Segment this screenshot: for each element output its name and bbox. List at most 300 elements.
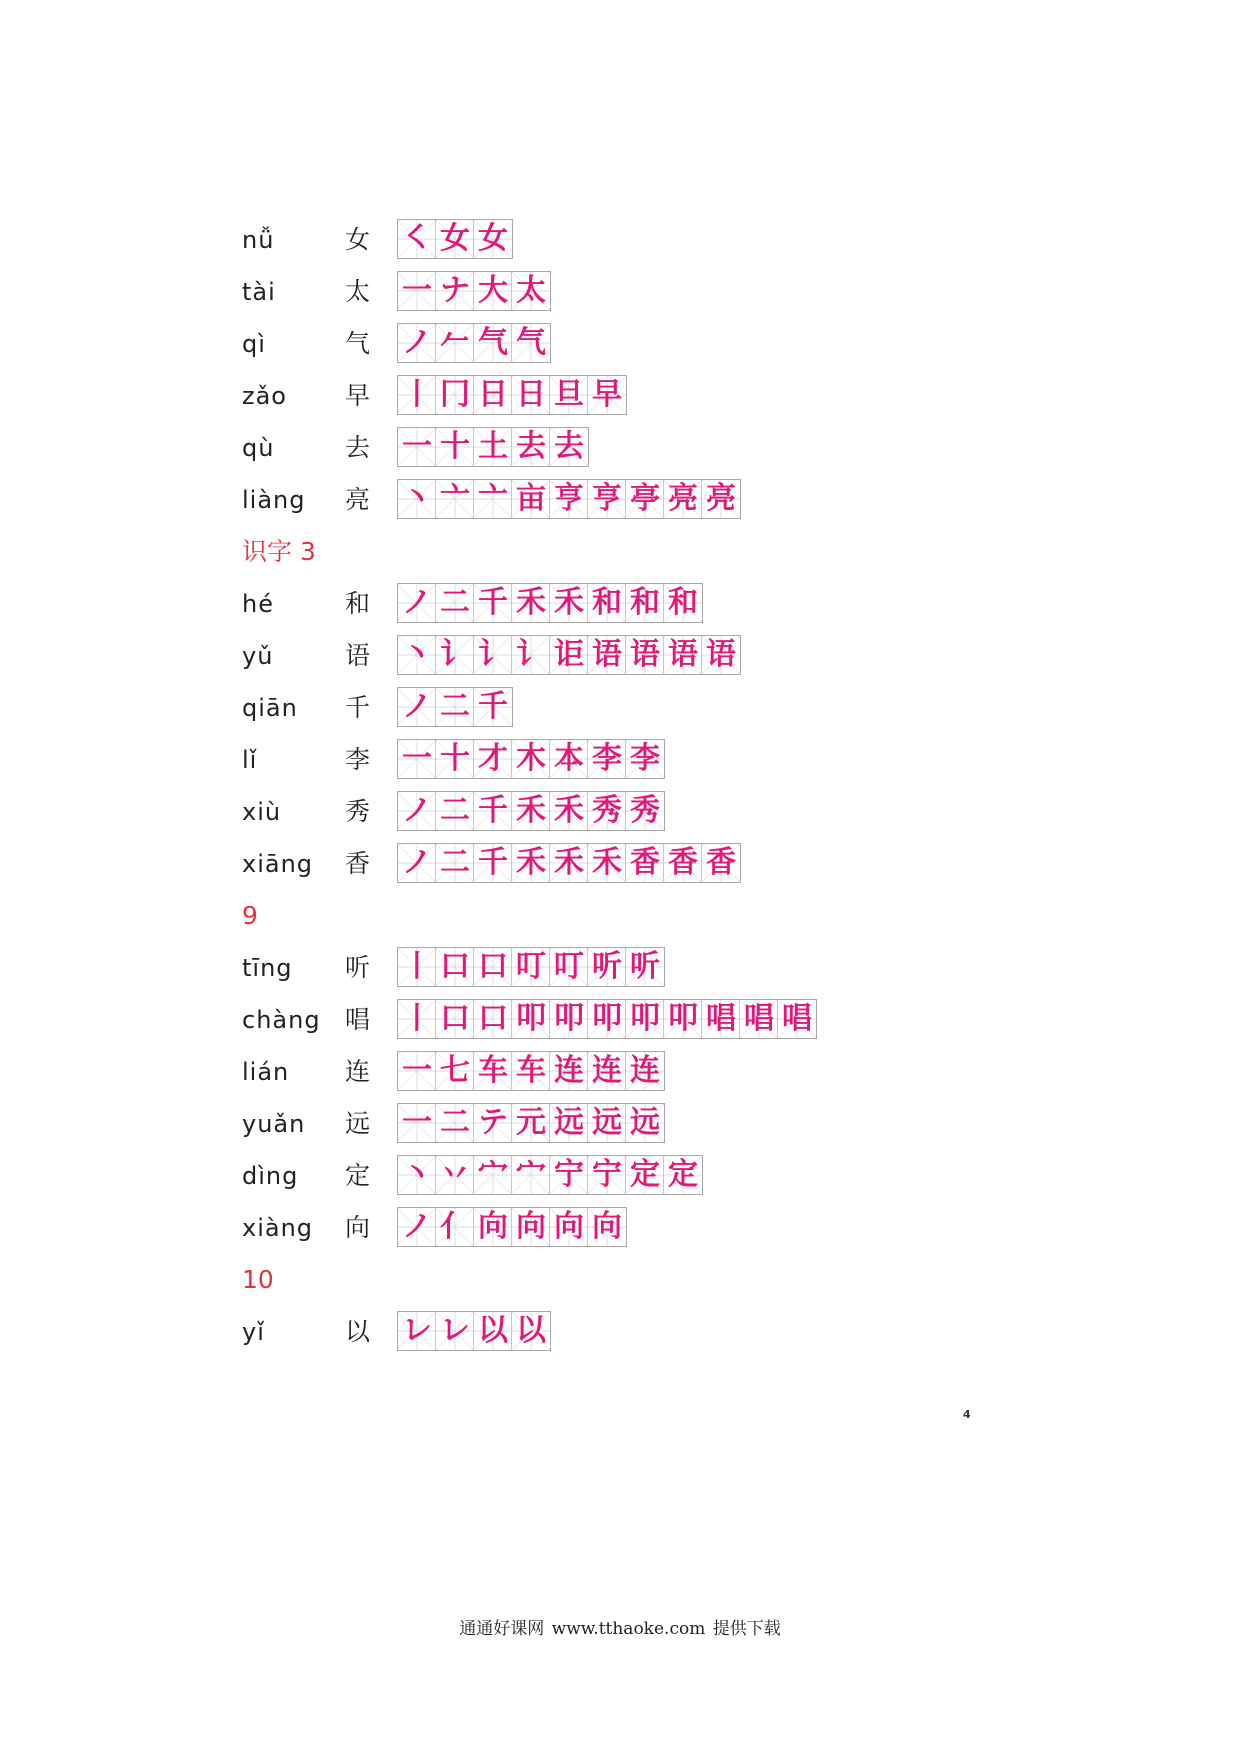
stroke-step: 一 (402, 273, 432, 308)
stroke-order-grid (397, 1207, 627, 1247)
character-label: 去 (345, 433, 371, 462)
stroke-step: 一 (402, 429, 432, 464)
grid-cell (740, 1000, 778, 1038)
stroke-step: 亻 (440, 1209, 470, 1244)
grid-cell (550, 428, 588, 466)
grid-cell (398, 480, 436, 518)
character-row (242, 578, 698, 630)
character-list (242, 214, 812, 1358)
stroke-step: 二 (440, 1105, 470, 1140)
page-number: 4 (963, 1408, 971, 1421)
stroke-step: 定 (668, 1157, 698, 1192)
stroke-step: 日 (516, 377, 546, 412)
grid-cell (626, 844, 664, 882)
stroke-step: 大 (478, 273, 508, 308)
character-row (242, 734, 660, 786)
grid-cell (588, 1000, 626, 1038)
grid-cell (512, 1208, 550, 1246)
grid-cell (664, 1000, 702, 1038)
stroke-step: 向 (516, 1209, 546, 1244)
section-heading: 9 (242, 901, 258, 930)
pinyin-label: lián (242, 1058, 290, 1086)
grid-cell (550, 1104, 588, 1142)
pinyin-label: hé (242, 590, 274, 618)
character-row (242, 1098, 660, 1150)
grid-cell (436, 844, 474, 882)
stroke-step: 口 (440, 949, 470, 984)
grid-cell (474, 1312, 512, 1350)
grid-cell (474, 1052, 512, 1090)
stroke-step: 叩 (668, 1001, 698, 1036)
stroke-step: ノ (402, 325, 432, 360)
grid-cell (664, 480, 702, 518)
grid-cell (474, 636, 512, 674)
grid-cell (550, 636, 588, 674)
stroke-step: 亨 (592, 481, 622, 516)
stroke-order-grid (397, 427, 589, 467)
stroke-step: 语 (630, 637, 660, 672)
stroke-step: 向 (478, 1209, 508, 1244)
character-label: 以 (345, 1317, 371, 1346)
stroke-step: ㇛ (402, 221, 432, 256)
grid-cell (626, 1052, 664, 1090)
stroke-step: 唱 (744, 1001, 774, 1036)
stroke-step: 听 (630, 949, 660, 984)
grid-cell (398, 636, 436, 674)
stroke-step: 去 (516, 429, 546, 464)
stroke-step: 早 (592, 377, 622, 412)
stroke-step: 气 (516, 325, 546, 360)
character-label: 香 (345, 849, 371, 878)
grid-cell (474, 428, 512, 466)
grid-cell (436, 740, 474, 778)
grid-cell (398, 428, 436, 466)
grid-cell (626, 636, 664, 674)
grid-cell (664, 584, 702, 622)
stroke-step: 讠 (478, 637, 508, 672)
character-row (242, 318, 546, 370)
stroke-step: 亩 (516, 481, 546, 516)
grid-cell (626, 1104, 664, 1142)
grid-cell (702, 1000, 740, 1038)
stroke-step: 叮 (516, 949, 546, 984)
stroke-step: 禾 (516, 793, 546, 828)
stroke-step: 李 (592, 741, 622, 776)
stroke-order-grid (397, 375, 627, 415)
stroke-step: 七 (440, 1053, 470, 1088)
grid-cell (512, 428, 550, 466)
stroke-step: 丨 (402, 377, 432, 412)
stroke-step: 远 (592, 1105, 622, 1140)
grid-cell (550, 1000, 588, 1038)
stroke-step: 讠 (440, 637, 470, 672)
stroke-step: 土 (478, 429, 508, 464)
stroke-step: 以 (516, 1313, 546, 1348)
grid-cell (436, 584, 474, 622)
stroke-step: 本 (554, 741, 584, 776)
stroke-step: 一 (402, 1053, 432, 1088)
stroke-step: 宀 (478, 1157, 508, 1192)
grid-cell (626, 584, 664, 622)
stroke-step: 车 (516, 1053, 546, 1088)
grid-cell (588, 1104, 626, 1142)
grid-cell (398, 1104, 436, 1142)
grid-cell (398, 740, 436, 778)
grid-cell (436, 1156, 474, 1194)
grid-cell (436, 948, 474, 986)
stroke-step: テ (478, 1105, 508, 1140)
stroke-step: 语 (592, 637, 622, 672)
stroke-step: 语 (706, 637, 736, 672)
stroke-step: 定 (630, 1157, 660, 1192)
character-label: 远 (345, 1109, 371, 1138)
pinyin-label: qù (242, 434, 275, 462)
pinyin-label: liàng (242, 486, 306, 514)
stroke-order-grid (397, 323, 551, 363)
character-row (242, 422, 584, 474)
grid-cell (588, 844, 626, 882)
character-label: 早 (345, 381, 371, 410)
stroke-step: 口 (478, 949, 508, 984)
stroke-step: 亮 (668, 481, 698, 516)
grid-cell (474, 688, 512, 726)
grid-cell (512, 1052, 550, 1090)
stroke-step: レ (440, 1313, 470, 1348)
grid-cell (626, 1000, 664, 1038)
stroke-step: 李 (630, 741, 660, 776)
stroke-step: 叩 (630, 1001, 660, 1036)
grid-cell (398, 844, 436, 882)
stroke-step: 丶 (402, 481, 432, 516)
grid-cell (436, 220, 474, 258)
stroke-step: 远 (554, 1105, 584, 1140)
stroke-order-grid (397, 1311, 551, 1351)
stroke-step: 讠 (516, 637, 546, 672)
stroke-order-grid (397, 219, 513, 259)
grid-cell (474, 272, 512, 310)
stroke-step: 秀 (630, 793, 660, 828)
character-label: 定 (345, 1161, 371, 1190)
grid-cell (474, 1000, 512, 1038)
stroke-step: 禾 (554, 585, 584, 620)
character-row (242, 994, 812, 1046)
stroke-step: 亮 (706, 481, 736, 516)
stroke-step: 冂 (440, 377, 470, 412)
grid-cell (398, 1000, 436, 1038)
grid-cell (436, 1000, 474, 1038)
grid-cell (550, 948, 588, 986)
stroke-step: ノ (402, 689, 432, 724)
grid-cell (398, 1208, 436, 1246)
grid-cell (474, 1208, 512, 1246)
footer-credit: 通通好课网 www.tthaoke.com 提供下载 (459, 1619, 781, 1639)
character-row (242, 1046, 660, 1098)
grid-cell (626, 740, 664, 778)
stroke-step: 亠 (440, 481, 470, 516)
stroke-step: 叩 (592, 1001, 622, 1036)
stroke-step: 远 (630, 1105, 660, 1140)
character-label: 和 (345, 589, 371, 618)
stroke-step: 日 (478, 377, 508, 412)
pinyin-label: yǐ (242, 1318, 265, 1346)
stroke-step: 讵 (554, 637, 584, 672)
grid-cell (474, 480, 512, 518)
grid-cell (474, 740, 512, 778)
grid-cell (626, 1156, 664, 1194)
pinyin-label: yuǎn (242, 1110, 306, 1138)
stroke-step: 十 (440, 429, 470, 464)
stroke-step: 太 (516, 273, 546, 308)
stroke-step: 禾 (516, 845, 546, 880)
grid-cell (512, 948, 550, 986)
character-label: 气 (345, 329, 371, 358)
character-row (242, 214, 508, 266)
grid-cell (550, 792, 588, 830)
grid-cell (398, 220, 436, 258)
stroke-step: 禾 (592, 845, 622, 880)
pinyin-label: qiān (242, 694, 298, 722)
stroke-step: 禾 (554, 845, 584, 880)
pinyin-label: xiàng (242, 1214, 314, 1242)
grid-cell (550, 740, 588, 778)
grid-cell (550, 1052, 588, 1090)
stroke-step: 语 (668, 637, 698, 672)
grid-cell (626, 948, 664, 986)
grid-cell (474, 1156, 512, 1194)
stroke-step: 口 (478, 1001, 508, 1036)
grid-cell (436, 376, 474, 414)
stroke-order-grid (397, 1155, 703, 1195)
stroke-step: 千 (478, 689, 508, 724)
character-row (242, 1150, 698, 1202)
grid-cell (512, 376, 550, 414)
stroke-order-grid (397, 739, 665, 779)
stroke-step: 听 (592, 949, 622, 984)
stroke-step: 丨 (402, 949, 432, 984)
stroke-step: 二 (440, 845, 470, 880)
pinyin-label: tīng (242, 954, 293, 982)
stroke-step: ノ (402, 793, 432, 828)
pinyin-label: xiù (242, 798, 282, 826)
stroke-step: 香 (706, 845, 736, 880)
stroke-order-grid (397, 843, 741, 883)
stroke-step: 亠 (478, 481, 508, 516)
stroke-step: 千 (478, 793, 508, 828)
stroke-step: 叩 (554, 1001, 584, 1036)
stroke-order-grid (397, 1051, 665, 1091)
stroke-step: 口 (440, 1001, 470, 1036)
grid-cell (436, 1312, 474, 1350)
grid-cell (588, 740, 626, 778)
character-row (242, 370, 622, 422)
grid-cell (550, 1208, 588, 1246)
stroke-order-grid (397, 1103, 665, 1143)
stroke-order-grid (397, 687, 513, 727)
stroke-step: 秀 (592, 793, 622, 828)
grid-cell (398, 1312, 436, 1350)
grid-cell (512, 740, 550, 778)
character-label: 女 (345, 225, 371, 254)
grid-cell (474, 1104, 512, 1142)
grid-cell (588, 376, 626, 414)
stroke-step: 旦 (554, 377, 584, 412)
pinyin-label: chàng (242, 1006, 321, 1034)
stroke-step: 唱 (706, 1001, 736, 1036)
grid-cell (550, 376, 588, 414)
grid-cell (474, 220, 512, 258)
stroke-step: 连 (592, 1053, 622, 1088)
stroke-step: 亭 (630, 481, 660, 516)
stroke-step: 禾 (516, 585, 546, 620)
stroke-step: 一 (402, 741, 432, 776)
stroke-order-grid (397, 479, 741, 519)
character-label: 李 (345, 745, 371, 774)
stroke-step: ノ (402, 1209, 432, 1244)
grid-cell (436, 1208, 474, 1246)
stroke-step: 二 (440, 793, 470, 828)
stroke-step: 宁 (554, 1157, 584, 1192)
grid-cell (512, 792, 550, 830)
grid-cell (550, 584, 588, 622)
grid-cell (474, 584, 512, 622)
grid-cell (664, 1156, 702, 1194)
grid-cell (436, 272, 474, 310)
grid-cell (512, 1156, 550, 1194)
character-label: 太 (345, 277, 371, 306)
stroke-step: レ (402, 1313, 432, 1348)
stroke-step: 女 (478, 221, 508, 256)
pinyin-label: xiāng (242, 850, 314, 878)
stroke-step: 唱 (782, 1001, 812, 1036)
character-row (242, 474, 736, 526)
grid-cell (398, 792, 436, 830)
grid-cell (398, 272, 436, 310)
stroke-step: ノ (402, 585, 432, 620)
stroke-step: 香 (668, 845, 698, 880)
grid-cell (588, 1052, 626, 1090)
pinyin-label: lǐ (242, 746, 258, 774)
stroke-step: 木 (516, 741, 546, 776)
stroke-step: 千 (478, 845, 508, 880)
grid-cell (588, 948, 626, 986)
grid-cell (512, 636, 550, 674)
grid-cell (436, 428, 474, 466)
grid-cell (398, 584, 436, 622)
stroke-step: 和 (668, 585, 698, 620)
grid-cell (588, 792, 626, 830)
grid-cell (398, 1052, 436, 1090)
stroke-order-grid (397, 791, 665, 831)
pinyin-label: zǎo (242, 382, 287, 410)
grid-cell (398, 948, 436, 986)
stroke-step: 和 (630, 585, 660, 620)
grid-cell (436, 636, 474, 674)
stroke-step: 千 (478, 585, 508, 620)
character-row (242, 266, 546, 318)
pinyin-label: qì (242, 330, 266, 358)
character-row (242, 942, 660, 994)
grid-cell (626, 480, 664, 518)
stroke-step: 丶 (402, 1157, 432, 1192)
grid-cell (512, 480, 550, 518)
stroke-step: 丨 (402, 1001, 432, 1036)
stroke-step: ノ (402, 845, 432, 880)
grid-cell (588, 636, 626, 674)
character-label: 唱 (345, 1005, 371, 1034)
character-row (242, 786, 660, 838)
grid-cell (436, 1104, 474, 1142)
grid-cell (702, 844, 740, 882)
grid-cell (664, 844, 702, 882)
character-row (242, 1202, 622, 1254)
stroke-step: 元 (516, 1105, 546, 1140)
stroke-step: 二 (440, 689, 470, 724)
grid-cell (398, 376, 436, 414)
grid-cell (702, 636, 740, 674)
section-heading: 10 (242, 1265, 274, 1294)
grid-cell (474, 844, 512, 882)
stroke-order-grid (397, 635, 741, 675)
character-label: 秀 (345, 797, 371, 826)
stroke-order-grid (397, 999, 817, 1039)
grid-cell (512, 1312, 550, 1350)
grid-cell (778, 1000, 816, 1038)
character-label: 语 (345, 641, 371, 670)
stroke-step: 一 (402, 1105, 432, 1140)
stroke-step: 和 (592, 585, 622, 620)
stroke-step: 车 (478, 1053, 508, 1088)
grid-cell (588, 1156, 626, 1194)
grid-cell (588, 1208, 626, 1246)
stroke-step: 连 (630, 1053, 660, 1088)
character-label: 向 (345, 1213, 371, 1242)
grid-cell (398, 688, 436, 726)
stroke-step: 女 (440, 221, 470, 256)
stroke-step: 丶 (402, 637, 432, 672)
pinyin-label: nǚ (242, 226, 275, 254)
stroke-step: 以 (478, 1313, 508, 1348)
grid-cell (474, 948, 512, 986)
grid-cell (398, 1156, 436, 1194)
grid-cell (512, 272, 550, 310)
grid-cell (474, 792, 512, 830)
grid-cell (436, 688, 474, 726)
grid-cell (550, 480, 588, 518)
grid-cell (436, 324, 474, 362)
pinyin-label: tài (242, 278, 276, 306)
grid-cell (664, 636, 702, 674)
grid-cell (436, 1052, 474, 1090)
grid-cell (550, 1156, 588, 1194)
character-row (242, 630, 736, 682)
stroke-order-grid (397, 947, 665, 987)
stroke-step: 才 (478, 741, 508, 776)
grid-cell (398, 324, 436, 362)
stroke-step: 去 (554, 429, 584, 464)
pinyin-label: dìng (242, 1162, 299, 1190)
grid-cell (512, 324, 550, 362)
stroke-step: 𠂉 (440, 325, 470, 360)
stroke-step: 香 (630, 845, 660, 880)
stroke-step: ナ (440, 273, 470, 308)
stroke-step: 亨 (554, 481, 584, 516)
stroke-step: 叩 (516, 1001, 546, 1036)
grid-cell (702, 480, 740, 518)
grid-cell (588, 480, 626, 518)
grid-cell (550, 844, 588, 882)
stroke-step: 宀 (516, 1157, 546, 1192)
character-label: 连 (345, 1057, 371, 1086)
